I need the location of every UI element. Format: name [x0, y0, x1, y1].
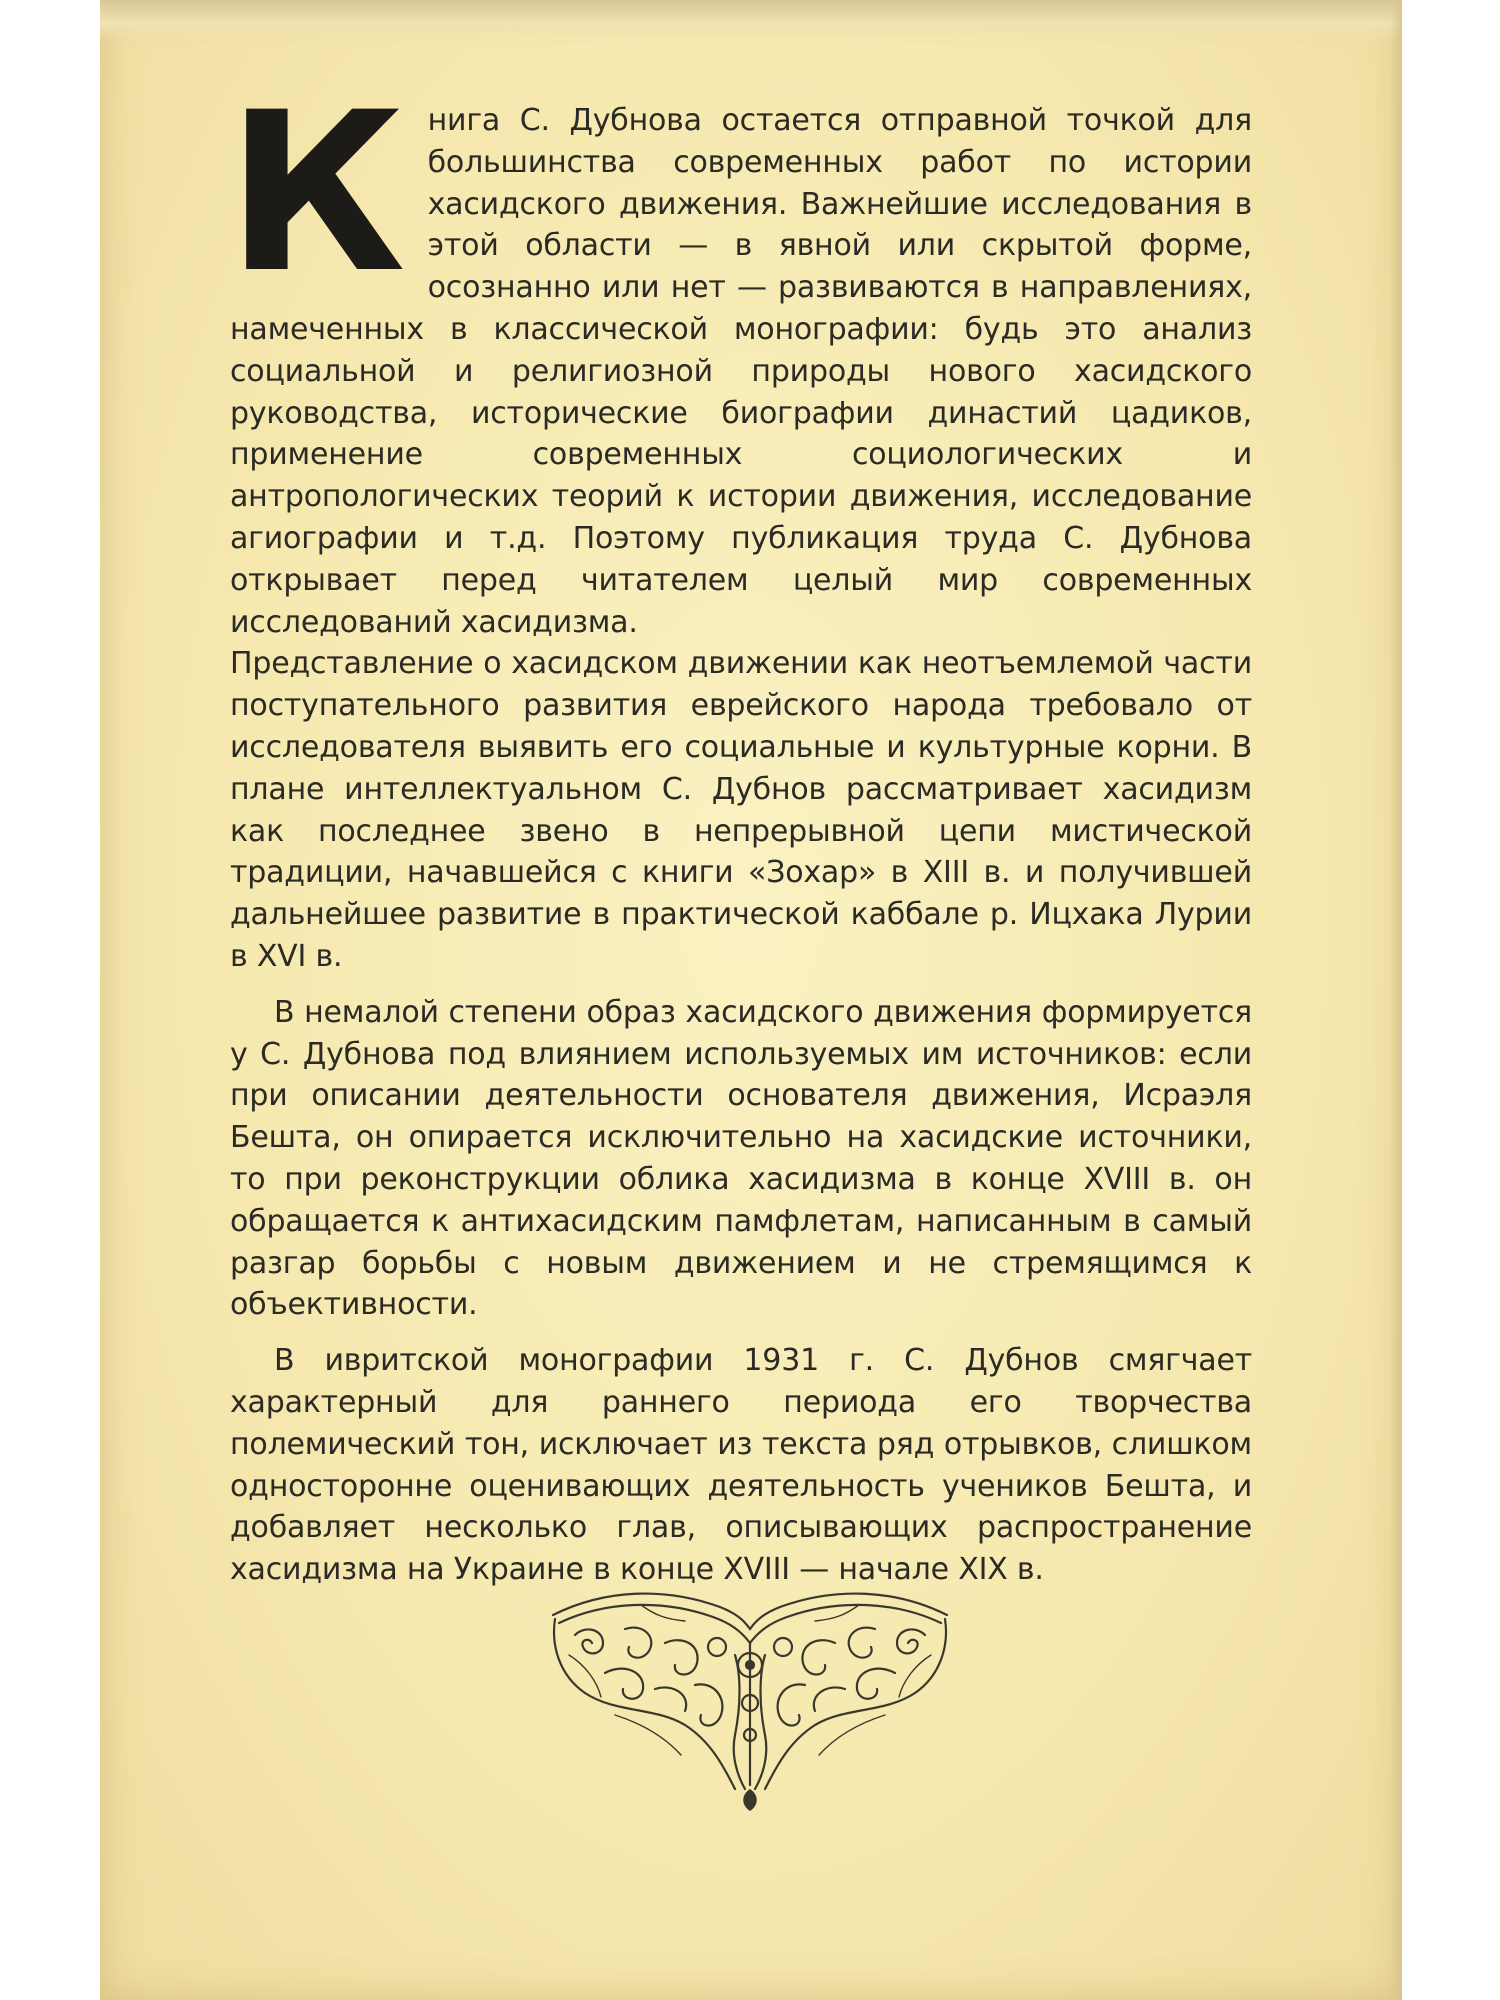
paragraph-4: В ивритской монографии 1931 г. С. Дубнов смягчает характерный для раннего периода его творчества полемический тон, исключает из текста ряд отрывков, слишком односторонне оценивающих деятельность учеников Бешта, и добавляет несколько глав, описывающих распространение хасидизма на Украине в конце XVIII — начале XIX в.	[230, 1343, 1252, 1588]
cover-top-edge	[100, 0, 1402, 40]
paragraph-1-text: нига С. Дубнова остается отправной точкой для большинства современных работ по истории хасидского движения. Важнейшие исследования в этой области — в явной или скрытой форме, осознанно или нет — развиваются в направлениях, намеченных в классической монографии: будь это анализ социальной и религиозной природы нового хасидского руководства, исторические биографии династий цадиков, применение современных социологических и антропологических теорий к истории движения, исследование агиографии и т.д. Поэтому публикация труда С. Дубнова открывает перед читателем целый мир современных исследований хасидизма.	[230, 103, 1252, 640]
paragraph-3: В немалой степени образ хасидского движения формируется у С. Дубнова под влиянием используемых им источников: если при описании деятельности основателя движения, Исраэля Бешта, он опирается исключительно на хасидские источники, то при реконструкции облика хасидизма в конце XVIII в. он обращается к антихасидским памфлетам, написанным в самый разгар борьбы с новым движением и не стремящимся к объективности.	[230, 994, 1252, 1323]
drop-cap-letter: К	[226, 65, 406, 321]
cover-spine-edge	[1390, 0, 1402, 2000]
paragraph-1	[226, 65, 1252, 643]
floral-ornament-icon	[545, 1585, 955, 1815]
paragraph-2: Представление о хасидском движении как неотъемлемой части поступательного развития еврейского народа требовало от исследователя выявить его социальные и культурные корни. В плане интеллектуальном С. Дубнов рассматривает хасидизм как последнее звено в непрерывной цепи мистической традиции, начавшейся с книги «Зохар» в XIII в. и получившей дальнейшее развитие в практической каббале р. Ицхака Лурии в XVI в.	[230, 646, 1252, 974]
annotation-text	[226, 65, 1252, 1591]
